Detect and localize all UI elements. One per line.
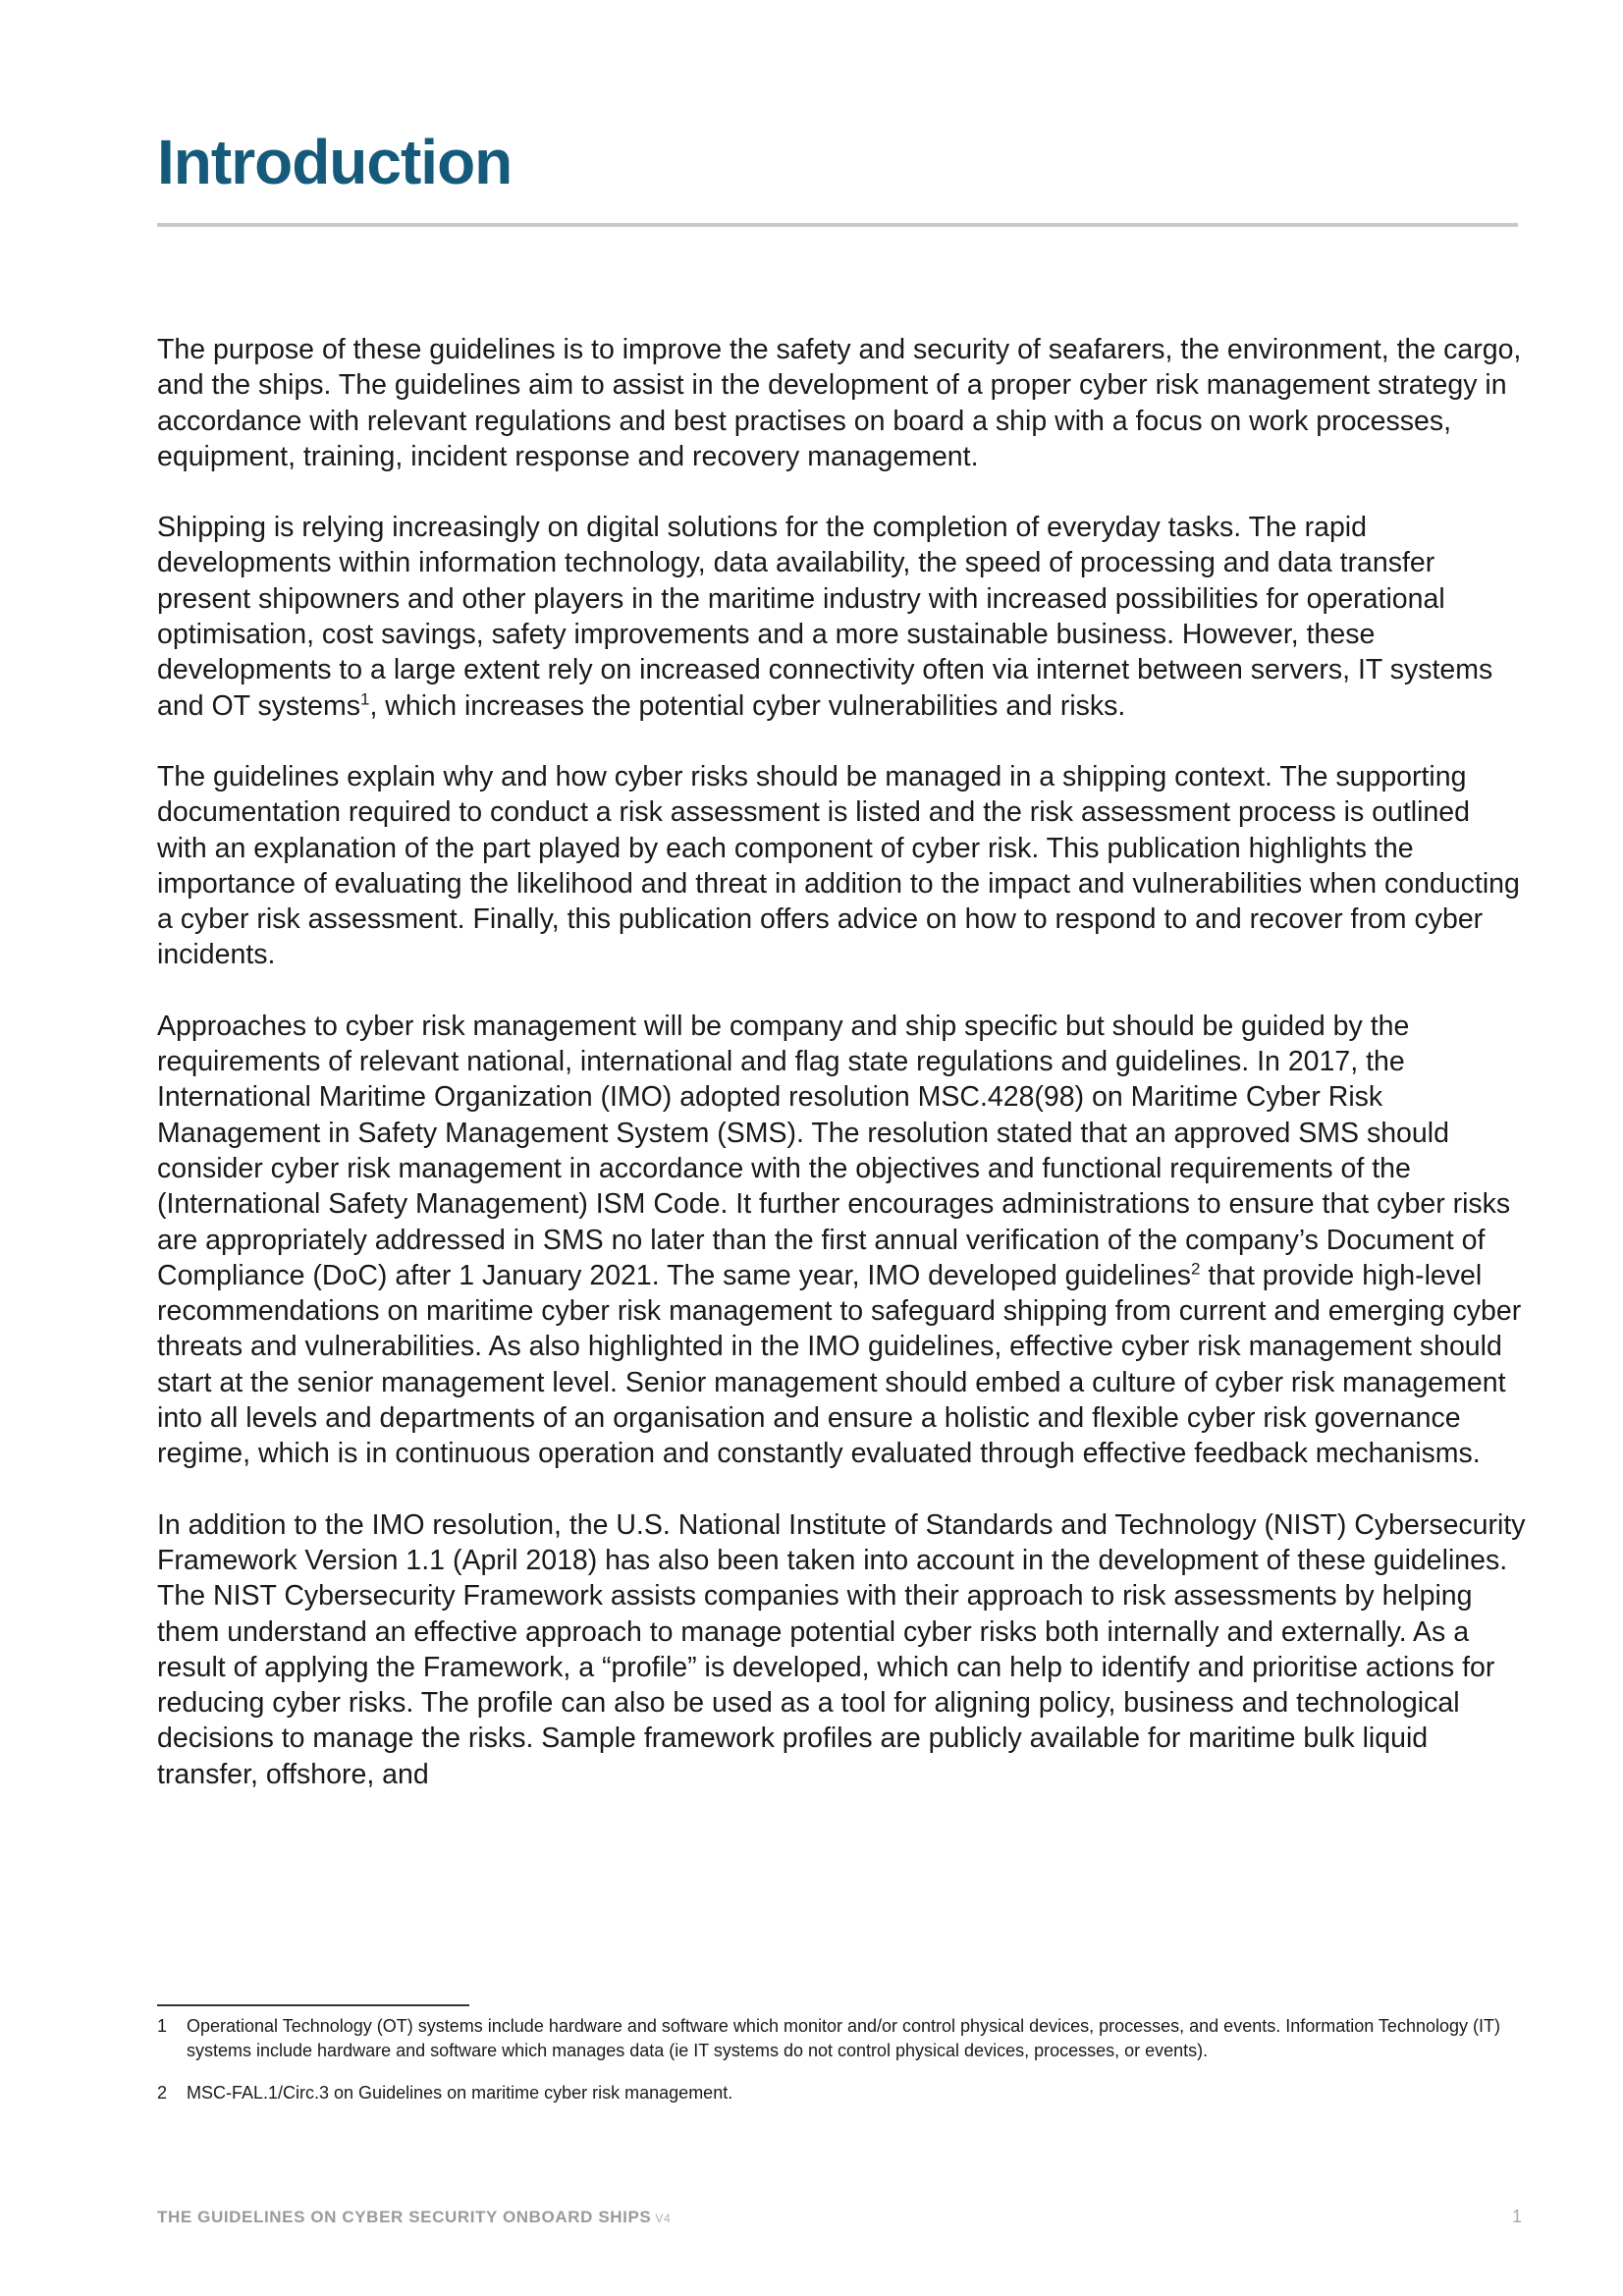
footer-title <box>157 2208 671 2227</box>
paragraph-text: , which increases the potential cyber vulnerabilities and risks. <box>369 689 1126 722</box>
footnote-divider <box>157 2004 469 2006</box>
footnote-number: 2 <box>157 2083 168 2103</box>
footnote-text: Operational Technology (OT) systems include hardware and software which monitor and/or control physical devices, processes, and events. Information Technology (IT) systems include hardware and software which manages data (ie IT systems do not control physical devices, processes, or events). <box>187 2016 1500 2060</box>
footnote-ref-2[interactable]: 2 <box>1190 1259 1201 1279</box>
footnote-2 <box>157 2081 1522 2105</box>
footnote-number: 1 <box>157 2016 168 2036</box>
footnote-ref-1[interactable]: 1 <box>359 689 370 709</box>
paragraph-nist: In addition to the IMO resolution, the U.S. National Institute of Standards and Technology (NIST) Cybersecurity Framework Version 1.1 (April 2018) has also been taken into account in the development of these guidelines. The NIST Cybersecurity Framework assists companies with their approach to risk assessments by helping them understand an effective approach to manage potential cyber risks both internally and externally. As a result of applying the Framework, a “profile” is developed, which can help to identify and prioritise actions for reducing cyber risks. The profile can also be used as a tool for aligning policy, business and technological decisions to manage the risks. Sample framework profiles are publicly available for maritime bulk liquid transfer, offshore, and <box>157 1508 1526 1790</box>
footnote-1 <box>157 2014 1522 2063</box>
footer-title-text: THE GUIDELINES ON CYBER SECURITY ONBOARD SHIPS <box>157 2208 652 2226</box>
paragraph-approaches <box>157 1009 1527 1472</box>
footer-version: V4 <box>655 2212 672 2225</box>
page-number: 1 <box>1511 2207 1522 2226</box>
paragraph-text: that provide high-level recommendations on maritime cyber risk management to safeguard shipping from current and emerging cyber threats and vulnerabilities. As also highlighted in the IMO guidelines, effective cyber risk management should start at the senior management level. Senior management should embed a culture of cyber risk management into all levels and departments of an organisation and ensure a holistic and flexible cyber risk governance regime, which is in continuous operation and constantly evaluated through effective feedback mechanisms. <box>157 1259 1522 1470</box>
footnote-text: MSC-FAL.1/Circ.3 on Guidelines on maritime cyber risk management. <box>187 2083 733 2103</box>
page-title: Introduction <box>157 127 513 197</box>
paragraph-purpose: The purpose of these guidelines is to improve the safety and security of seafarers, the environment, the cargo, and the ships. The guidelines aim to assist in the development of a proper cyber risk management strategy in accordance with relevant regulations and best practises on board a ship with a focus on work processes, equipment, training, incident response and recovery management. <box>157 334 1522 472</box>
paragraph-text: Shipping is relying increasingly on digital solutions for the completion of everyday tasks. The rapid developments within information technology, data availability, the speed of processing and data transfer present shipowners and other players in the maritime industry with increased possibilities for operational optimisation, cost savings, safety improvements and a more sustainable business. However, these developments to a large extent rely on increased connectivity often via internet between servers, IT systems and OT systems <box>157 512 1493 722</box>
paragraph-guidelines-explain: The guidelines explain why and how cyber risks should be managed in a shipping context. The supporting documentation required to conduct a risk assessment is listed and the risk assessment process is outlined with an explanation of the part played by each component of cyber risk. This publication highlights the importance of evaluating the likelihood and threat in addition to the impact and vulnerabilities when conducting a cyber risk assessment. Finally, this publication offers advice on how to respond to and recover from cyber incidents. <box>157 760 1520 971</box>
paragraph-digital-solutions <box>157 510 1527 724</box>
paragraph-text: Approaches to cyber risk management will be company and ship specific but should be guided by the requirements of relevant national, international and flag state regulations and guidelines. In 2017, the International Maritime Organization (IMO) adopted resolution MSC.428(98) on Maritime Cyber Risk Management in Safety Management System (SMS). The resolution stated that an approved SMS should consider cyber risk management in accordance with the objectives and functional requirements of the (International Safety Management) ISM Code. It further encourages administrations to ensure that cyber risks are appropriately addressed in SMS no later than the first annual verification of the company’s Document of Compliance (DoC) after 1 January 2021. The same year, IMO developed guidelines <box>157 1010 1511 1291</box>
title-divider <box>157 223 1518 227</box>
body-text <box>157 332 1527 1828</box>
footnotes <box>157 2014 1522 2123</box>
